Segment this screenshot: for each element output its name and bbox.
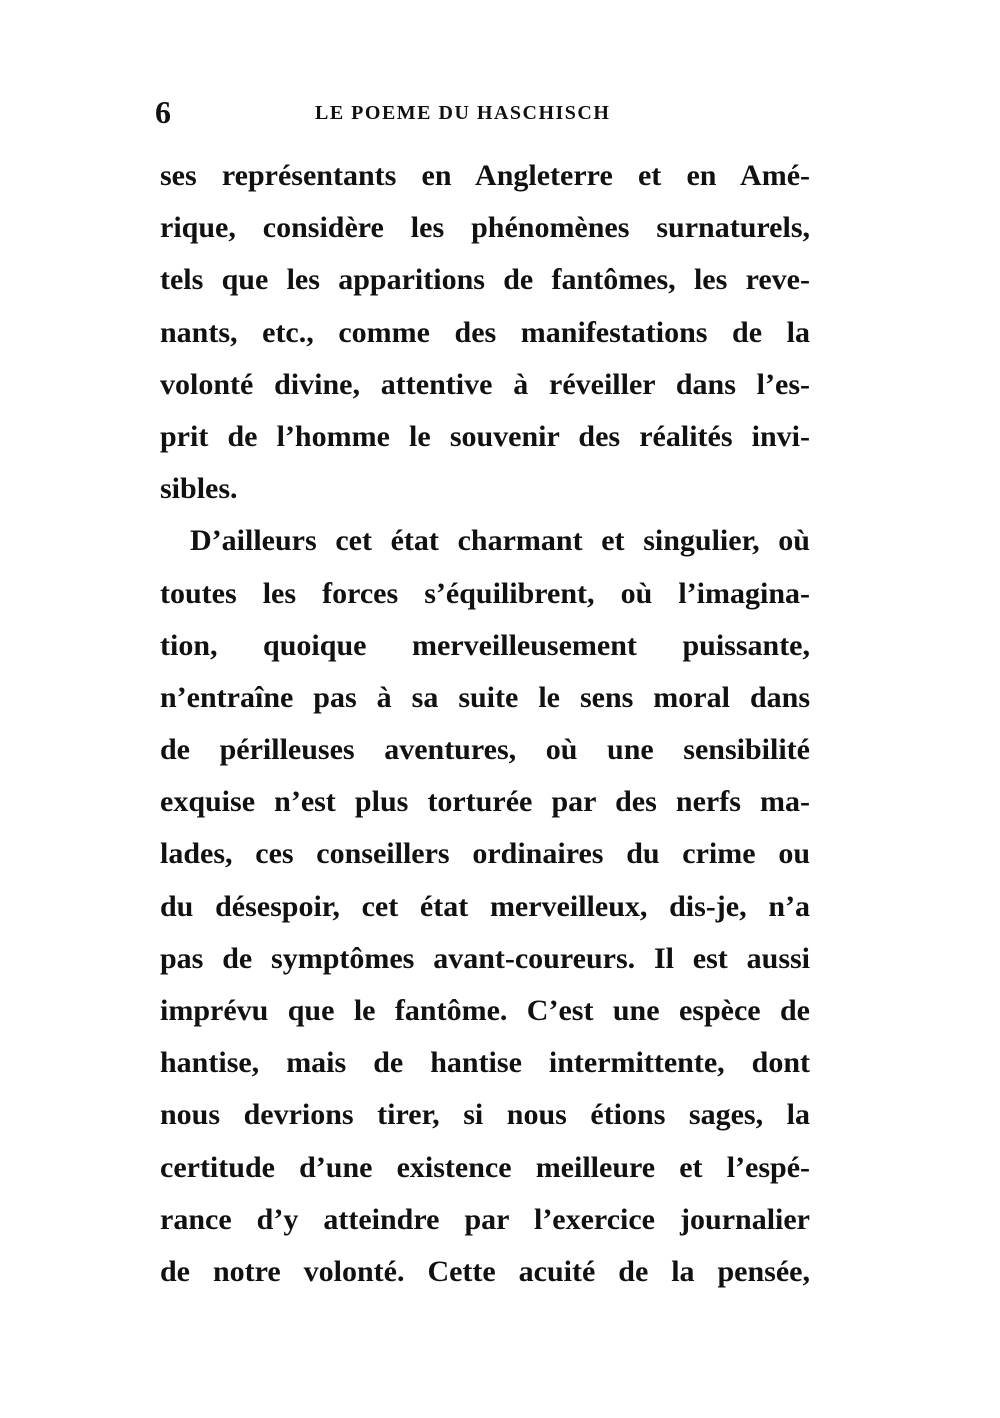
text-line: rique, considère les phénomènes surnaturels, (160, 211, 810, 245)
text-line: nous devrions tirer, si nous étions sages, la (160, 1098, 810, 1132)
text-line: nants, etc., comme des manifestations de la (160, 315, 810, 349)
text-line: lades, ces conseillers ordinaires du crime ou (160, 837, 810, 871)
text-line: rance d’y atteindre par l’exercice journalier (160, 1202, 810, 1236)
text-line: toutes les forces s’équilibrent, où l’imagina- (160, 576, 810, 610)
text-line: volonté divine, attentive à réveiller dans l’es- (160, 367, 810, 401)
page-header (155, 92, 815, 132)
text-line: sibles. (160, 472, 238, 506)
text-line: exquise n’est plus torturée par des nerfs ma- (160, 785, 810, 819)
running-title: LE POEME DU HASCHISCH (315, 102, 611, 124)
text-line: hantise, mais de hantise intermittente, dont (160, 1046, 810, 1080)
text-line: imprévu que le fantôme. C’est une espèce de (160, 994, 810, 1027)
body-text (160, 150, 810, 1298)
text-line: tion, quoique merveilleusement puissante, (160, 628, 810, 662)
text-line: du désespoir, cet état merveilleux, dis-je, n’a (160, 889, 810, 923)
text-line: ses représentants en Angleterre et en Amé- (160, 159, 810, 192)
page-number: 6 (155, 94, 171, 130)
text-line: D’ailleurs cet état charmant et singulier, où (190, 524, 810, 558)
text-line: tels que les apparitions de fantômes, les reve- (160, 263, 810, 297)
text-line: prit de l’homme le souvenir des réalités invi- (160, 419, 810, 453)
text-line: de notre volonté. Cette acuité de la pensée, (160, 1254, 810, 1288)
paragraph (160, 515, 810, 1298)
text-line: pas de symptômes avant-coureurs. Il est aussi (160, 941, 810, 975)
text-line: certitude d’une existence meilleure et l’espé- (160, 1150, 810, 1184)
paragraph (160, 150, 810, 515)
text-line: de périlleuses aventures, où une sensibilité (160, 733, 810, 767)
text-line: n’entraîne pas à sa suite le sens moral dans (160, 680, 810, 714)
